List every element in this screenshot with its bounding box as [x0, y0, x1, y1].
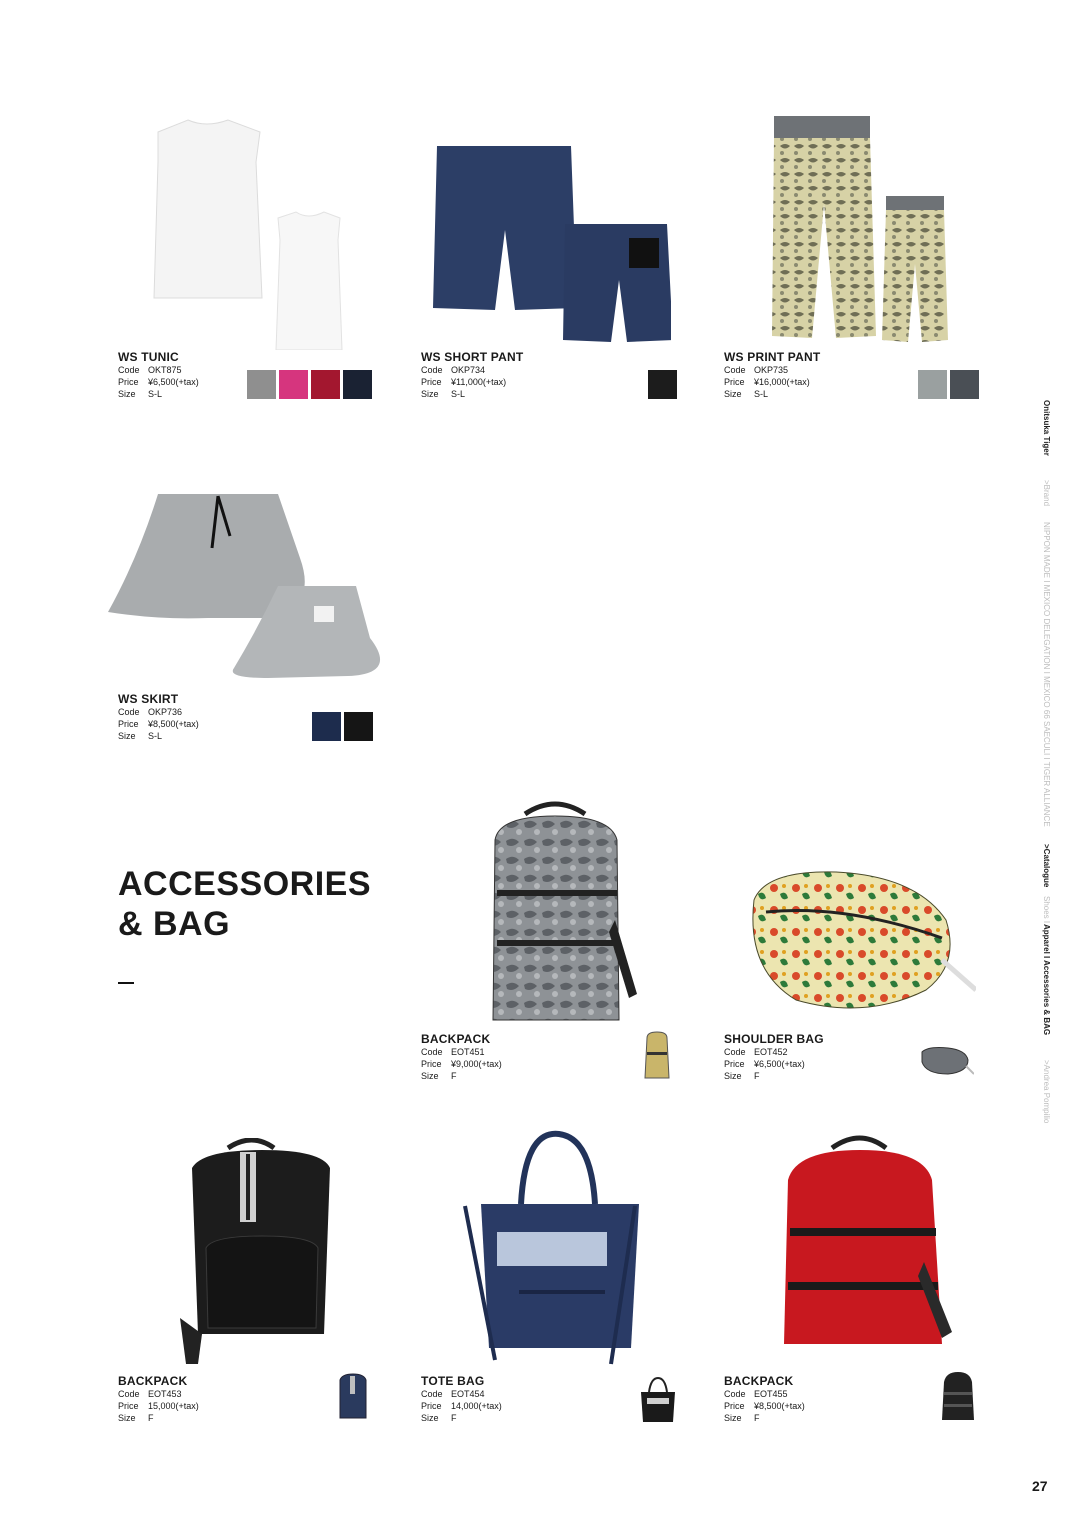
code-label: Code [724, 365, 746, 375]
shoulder-bag-image [746, 860, 976, 1030]
color-swatches [648, 370, 677, 399]
product-name: WS PRINT PANT [724, 350, 821, 364]
product-name: TOTE BAG [421, 1374, 485, 1388]
tote-bag-variant-thumbnail[interactable] [635, 1376, 681, 1426]
size-label: Size [724, 1413, 742, 1423]
product-size: F [754, 1071, 760, 1081]
price-label: Price [421, 1059, 442, 1069]
code-label: Code [421, 365, 443, 375]
product-code: OKP735 [754, 365, 789, 375]
price-label: Price [724, 1401, 745, 1411]
color-swatch[interactable] [950, 370, 979, 399]
color-swatch[interactable] [279, 370, 308, 399]
product-code: OKT875 [148, 365, 182, 375]
product-code: OKP736 [148, 707, 183, 717]
product-name: BACKPACK [724, 1374, 794, 1388]
product-size: S-L [148, 731, 163, 741]
color-swatches [918, 370, 979, 399]
sidebar-catalogue[interactable]: >Catalogue [1042, 844, 1051, 888]
sidebar-collections[interactable]: NIPPON MADE I MEXICO DELEGATION I MEXICO 66 SAECULI I TIGER ALLIANCE [1042, 522, 1051, 827]
color-swatch[interactable] [247, 370, 276, 399]
backpack-red-image [774, 1132, 964, 1368]
product-size: F [754, 1413, 760, 1423]
size-label: Size [118, 731, 136, 741]
product-price: ¥8,500(+tax) [754, 1401, 805, 1411]
color-swatch[interactable] [648, 370, 677, 399]
code-label: Code [118, 365, 140, 375]
product-name: WS SKIRT [118, 692, 179, 706]
product-size: S-L [451, 389, 466, 399]
size-label: Size [724, 1071, 742, 1081]
price-label: Price [118, 377, 139, 387]
price-label: Price [724, 1059, 745, 1069]
price-label: Price [118, 719, 139, 729]
code-label: Code [421, 1389, 443, 1399]
color-swatches [247, 370, 372, 399]
page-number: 27 [1032, 1478, 1048, 1494]
price-label: Price [421, 377, 442, 387]
size-label: Size [118, 1413, 136, 1423]
color-swatch[interactable] [344, 712, 373, 741]
sidebar-brand-link[interactable]: >Brand [1042, 480, 1051, 507]
tote-bag-image [461, 1130, 651, 1374]
code-label: Code [421, 1047, 443, 1057]
product-size: F [451, 1071, 457, 1081]
color-swatch[interactable] [918, 370, 947, 399]
section-title-line1: ACCESSORIES [118, 865, 371, 903]
size-label: Size [724, 389, 742, 399]
code-label: Code [118, 707, 140, 717]
skirt-image [108, 488, 398, 684]
backpack-variant-thumbnail[interactable] [633, 1030, 681, 1082]
backpack-camo-image [469, 800, 649, 1028]
backpack-black-image [162, 1138, 352, 1368]
code-label: Code [724, 1047, 746, 1057]
backpack-variant-thumbnail[interactable] [332, 1370, 374, 1424]
shoulder-bag-variant-thumbnail[interactable] [918, 1044, 974, 1080]
product-name: BACKPACK [421, 1032, 491, 1046]
short-pant-image [431, 140, 671, 350]
sidebar-andrea-pompilio[interactable]: >Andrea Pompilio [1042, 1060, 1051, 1124]
product-price: ¥9,000(+tax) [451, 1059, 502, 1069]
size-label: Size [421, 389, 439, 399]
code-label: Code [724, 1389, 746, 1399]
product-size: F [148, 1413, 154, 1423]
size-label: Size [421, 1413, 439, 1423]
product-price: ¥16,000(+tax) [754, 377, 810, 387]
product-code: EOT455 [754, 1389, 788, 1399]
color-swatch[interactable] [312, 712, 341, 741]
product-size: F [451, 1413, 457, 1423]
product-price: 15,000(+tax) [148, 1401, 199, 1411]
section-title [118, 864, 371, 944]
price-label: Price [118, 1401, 139, 1411]
size-label: Size [421, 1071, 439, 1081]
color-swatch[interactable] [343, 370, 372, 399]
product-name: BACKPACK [118, 1374, 188, 1388]
product-code: EOT454 [451, 1389, 485, 1399]
price-label: Price [724, 377, 745, 387]
product-code: EOT451 [451, 1047, 485, 1057]
color-swatches [312, 712, 373, 741]
product-price: ¥6,500(+tax) [754, 1059, 805, 1069]
product-price: 14,000(+tax) [451, 1401, 502, 1411]
product-name: WS SHORT PANT [421, 350, 524, 364]
product-size: S-L [148, 389, 163, 399]
product-price: ¥6,500(+tax) [148, 377, 199, 387]
product-code: EOT453 [148, 1389, 182, 1399]
section-title-line2: & BAG [118, 905, 231, 943]
sidebar-brand: Onitsuka Tiger [1042, 400, 1051, 456]
sidebar-navigation [1040, 400, 1054, 1124]
product-name: SHOULDER BAG [724, 1032, 824, 1046]
section-divider [118, 982, 134, 984]
product-code: EOT452 [754, 1047, 788, 1057]
sidebar-apparel[interactable]: Apparel I [1042, 924, 1051, 959]
product-size: S-L [754, 389, 769, 399]
tunic-image [148, 110, 388, 350]
sidebar-accessories-bag[interactable]: Accessories & BAG [1042, 960, 1051, 1036]
product-price: ¥11,000(+tax) [451, 377, 507, 387]
price-label: Price [421, 1401, 442, 1411]
print-pant-image [764, 114, 964, 350]
color-swatch[interactable] [311, 370, 340, 399]
product-price: ¥8,500(+tax) [148, 719, 199, 729]
code-label: Code [118, 1389, 140, 1399]
size-label: Size [118, 389, 136, 399]
sidebar-shoes[interactable]: Shoes I [1042, 896, 1051, 924]
product-code: OKP734 [451, 365, 486, 375]
backpack-variant-thumbnail[interactable] [936, 1368, 980, 1424]
product-name: WS TUNIC [118, 350, 179, 364]
